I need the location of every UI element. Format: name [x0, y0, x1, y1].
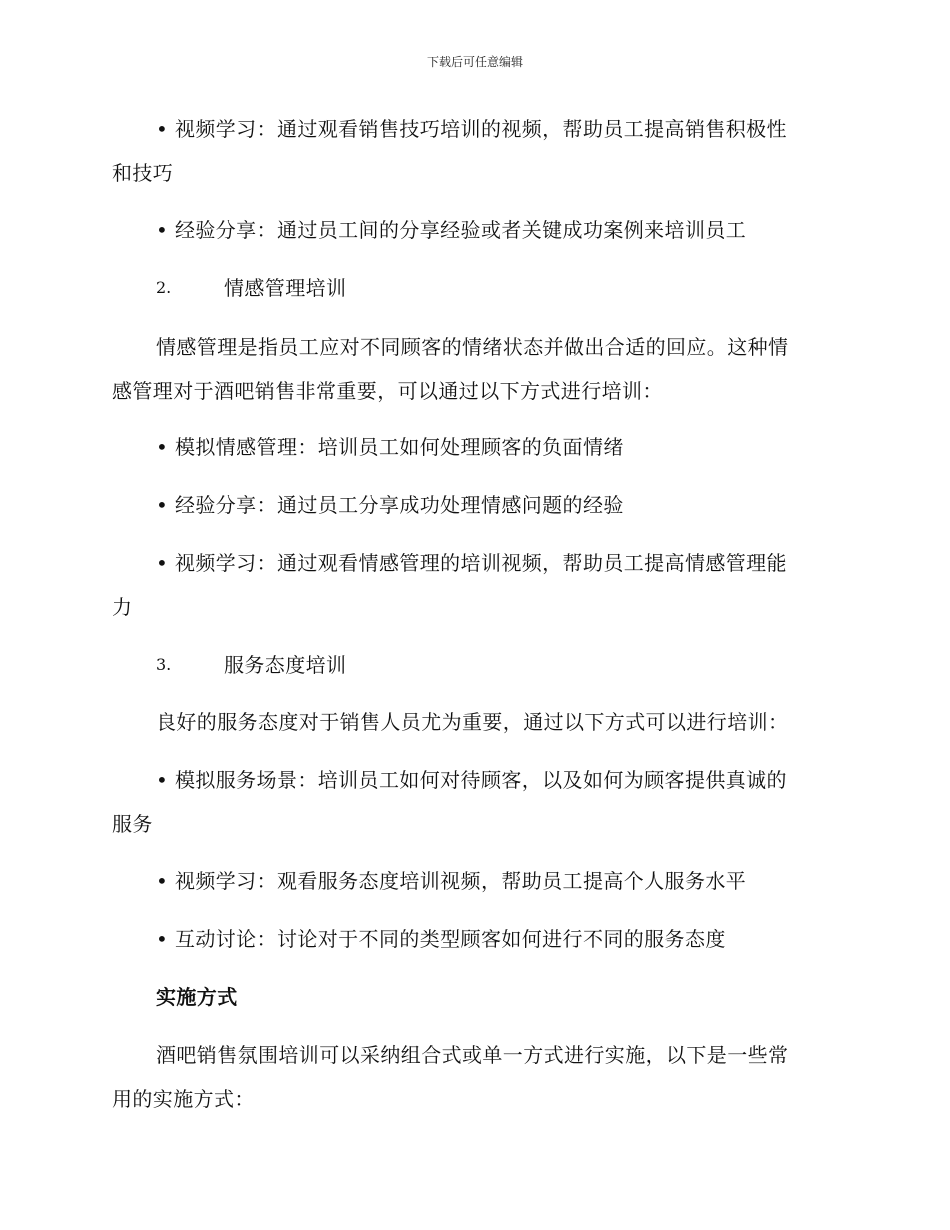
- section2-intro-paragraph: [112, 325, 832, 413]
- section-title-emotion-management: 情感管理培训: [224, 276, 347, 300]
- paragraph-line: • 经验分享：通过员工间的分享经验或者关键成功案例来培训员工: [156, 218, 747, 242]
- page-header: 下载后可任意编辑: [426, 55, 523, 69]
- bullet-experience-sharing-1: [112, 208, 832, 252]
- paragraph-line: 酒吧销售氛围培训可以采纳组合式或单一方式进行实施，以下是一些常: [156, 1043, 789, 1067]
- paragraph-line: 力: [112, 595, 133, 619]
- bullet-video-learning-3: [112, 859, 832, 903]
- paragraph-line: 和技巧: [112, 161, 174, 185]
- bullet-simulate-emotion: [112, 425, 832, 469]
- paragraph-line: • 模拟服务场景：培训员工如何对待顾客，以及如何为顾客提供真诚的: [156, 768, 787, 792]
- implementation-intro-paragraph: [112, 1033, 832, 1121]
- paragraph-line: 良好的服务态度对于销售人员尤为重要，通过以下方式可以进行培训：: [156, 710, 789, 734]
- section3-intro-paragraph: [112, 700, 832, 744]
- paragraph-line: 感管理对于酒吧销售非常重要，可以通过以下方式进行培训：: [112, 379, 663, 403]
- paragraph-line: • 互动讨论：讨论对于不同的类型顾客如何进行不同的服务态度: [156, 927, 726, 951]
- paragraph-line: • 模拟情感管理：培训员工如何处理顾客的负面情绪: [156, 435, 624, 459]
- section-title-service-attitude: 服务态度培训: [224, 653, 347, 677]
- bullet-simulate-service: [112, 758, 832, 846]
- heading-text: 实施方式: [156, 985, 238, 1009]
- paragraph-line: • 视频学习：观看服务态度培训视频，帮助员工提高个人服务水平: [156, 869, 747, 893]
- bullet-video-learning-2: [112, 541, 832, 629]
- paragraph-line: 服务: [112, 812, 153, 836]
- implementation-heading: [112, 975, 832, 1019]
- paragraph-line: • 视频学习：通过观看情感管理的培训视频，帮助员工提高情感管理能: [156, 551, 787, 575]
- paragraph-line: • 视频学习：通过观看销售技巧培训的视频，帮助员工提高销售积极性: [156, 117, 787, 141]
- bullet-experience-sharing-2: [112, 483, 832, 527]
- section-number-3: 3.: [156, 655, 172, 674]
- paragraph-line: 用的实施方式：: [112, 1087, 255, 1111]
- paragraph-line: 情感管理是指员工应对不同顾客的情绪状态并做出合适的回应。这种情: [156, 335, 789, 359]
- bullet-video-learning-1: [112, 107, 832, 195]
- section-number-2: 2.: [156, 278, 172, 297]
- bullet-interactive-discussion: [112, 917, 832, 961]
- paragraph-line: • 经验分享：通过员工分享成功处理情感问题的经验: [156, 493, 624, 517]
